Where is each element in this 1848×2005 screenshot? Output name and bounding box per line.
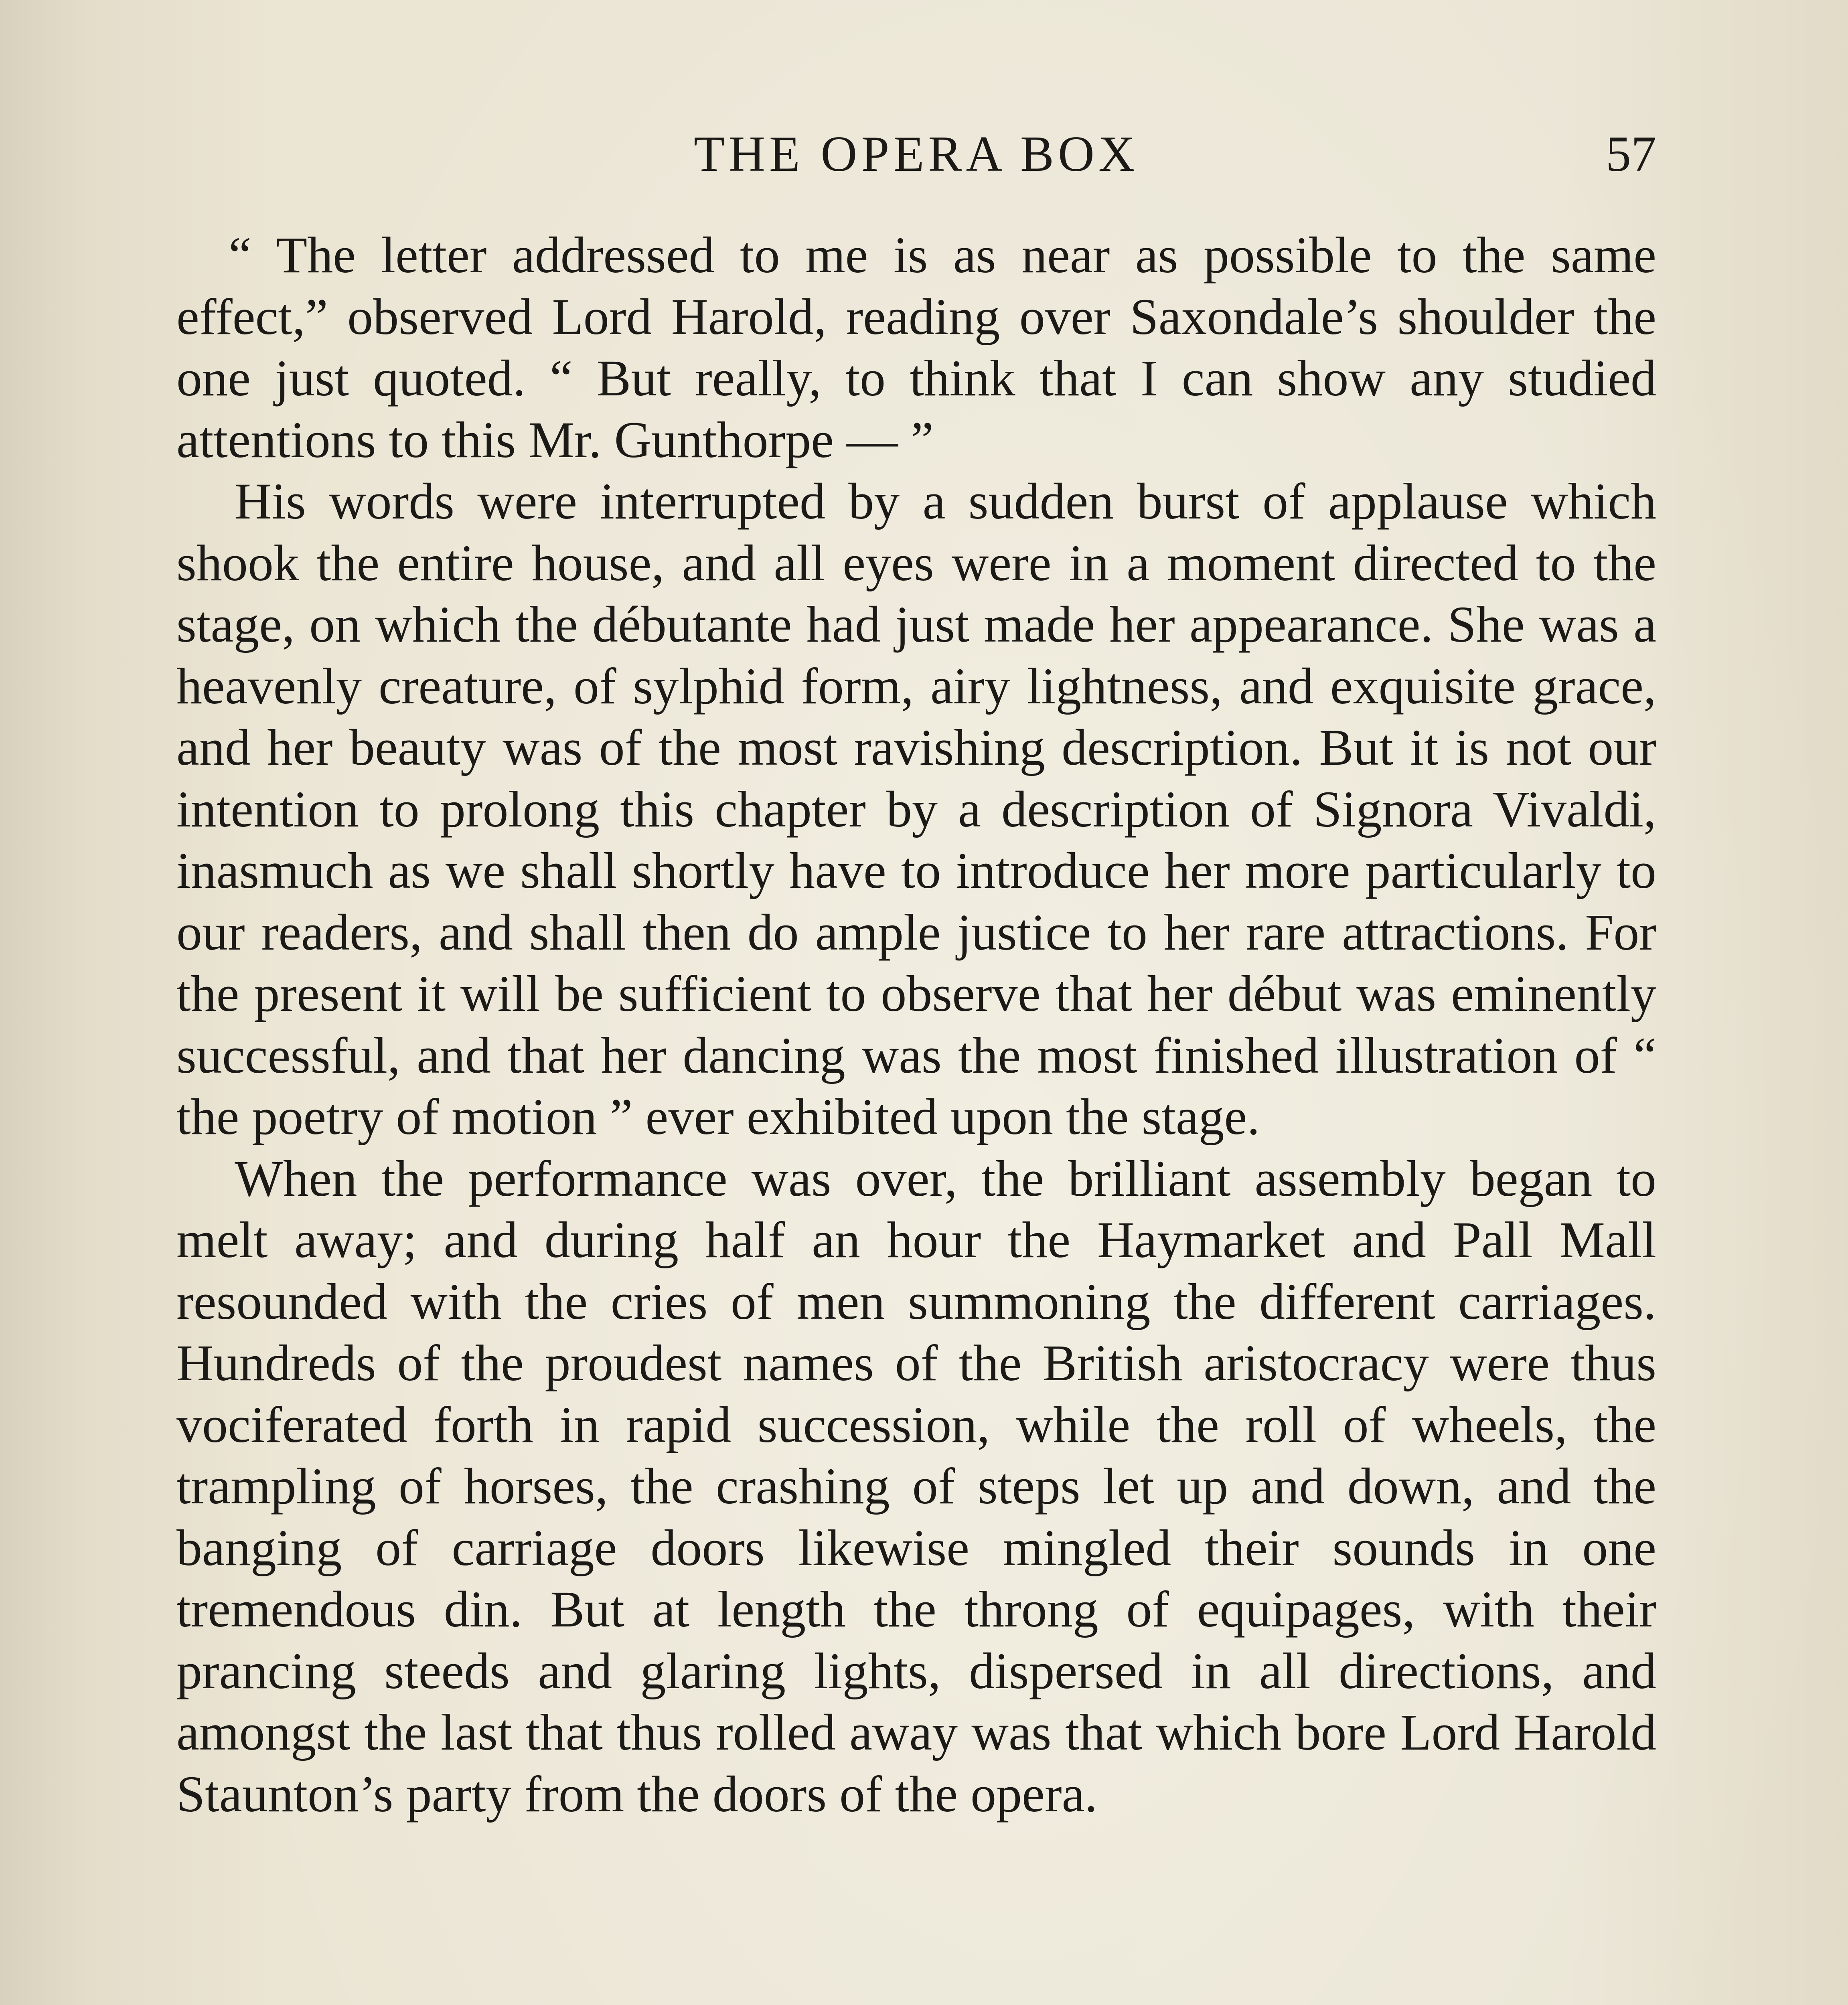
page-number: 57 (1606, 126, 1656, 182)
paragraph-2: His words were interrupted by a sudden burst of applause which shook the entire house, and all eyes were in a moment directed to the stage, on which the débutante had just made her appearance. She was a heavenly creature, of sylphid form, airy lightness, and exquisite grace, and her beauty was of the most ravishing description. But it is not our intention to prolong this chapter by a description of Signora Vivaldi, inasmuch as we shall shortly have to introduce her more particularly to our readers, and shall then do ample justice to her rare attractions. For the present it will be sufficient to observe that her début was eminently successful, and that her dancing was the most finished illustration of “ the poetry of motion ” ever exhibited upon the stage. (176, 473, 1656, 1145)
running-title: THE OPERA BOX (693, 126, 1139, 182)
body-text (176, 225, 1656, 1825)
paragraph-1: “ The letter addressed to me is as near as possible to the same effect,” observed Lord Harold, reading over Saxondale’s shoulder the one just quoted. “ But really, to think that I can show any studied attentions to this Mr. Gunthorpe — ” (176, 227, 1656, 468)
page-header (176, 120, 1656, 188)
paragraph-3: When the performance was over, the brilliant assembly began to melt away; and during half an hour the Haymarket and Pall Mall resounded with the cries of men summoning the different carriages. Hundreds of the proudest names of the British aristocracy were thus vociferated forth in rapid succession, while the roll of wheels, the trampling of horses, the crashing of steps let up and down, and the banging of carriage doors likewise mingled their sounds in one tremendous din. But at length the throng of equipages, with their prancing steeds and glaring lights, dispersed in all directions, and amongst the last that thus rolled away was that which bore Lord Harold Staunton’s party from the doors of the opera. (176, 1150, 1656, 1823)
